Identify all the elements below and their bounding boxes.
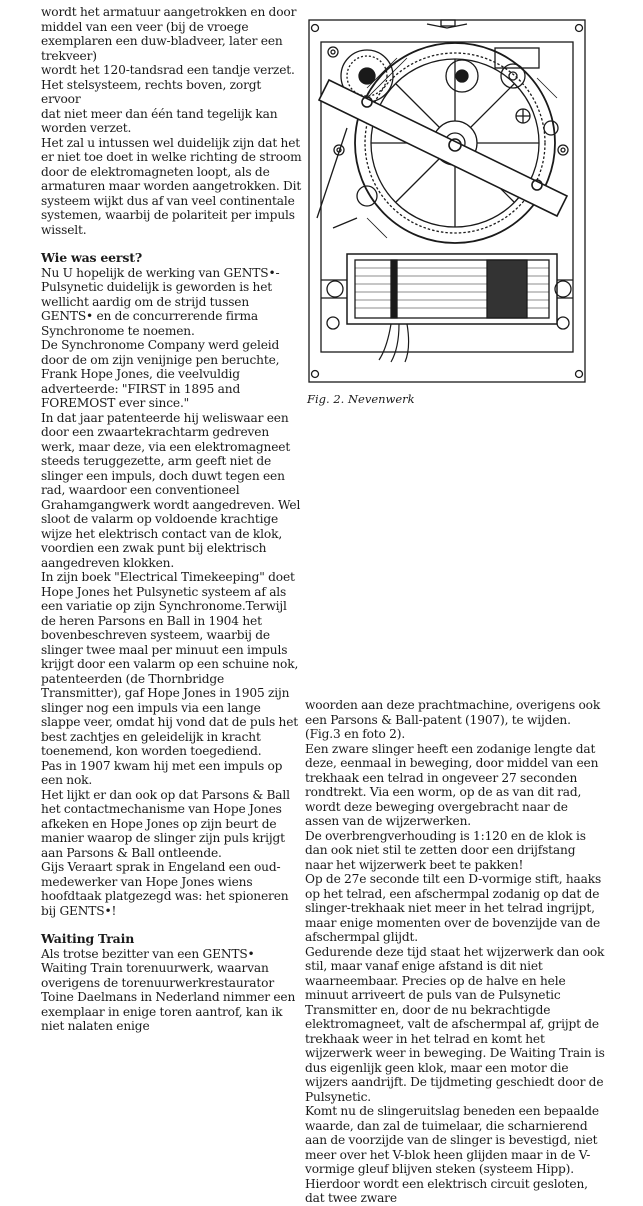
electromagnet-coil xyxy=(321,254,573,324)
intro-paragraph-line-5: dat niet meer dan één tand tegelijk kan worden verzet. xyxy=(41,106,278,135)
right-paragraph: Gedurende deze tijd staat het wijzerwerk dan ook stil, maar vanaf enige afstand is dit niet waarneembaar. Precies op de halve en hele minuut arriveert de puls van de Pulsynetic Transmitter en, door de nu bekrachtigde elektromagneet, valt de afschermpal af, grijpt de trekhaak weer in het telrad en komt het wijzerwerk weer in beweging. De Waiting Train is dus eigenlijk geen klok, maar een motor die wijzers aandrijft. De tijdmeting geschiedt door de Pulsynetic. xyxy=(305,944,605,1104)
section-2-paragraph: Als trotse bezitter van een GENTS• Waiting Train torenuurwerk, waarvan overigens de torenuurwerkrestaurator Toine Daelmans in Nederland nimmer een exemplaar in enige toren aantrof, kan ik niet nalaten enige xyxy=(41,946,296,1033)
left-column xyxy=(41,5,303,1034)
intro-paragraph-line-2: middel van een veer (bij de vroege exemplaren een duw-bladveer, later een trekveer) xyxy=(41,19,283,63)
right-paragraph: De overbrengverhouding is 1:120 en de klok is dan ook niet stil te zetten door een drijfstang naar het wijzerwerk beet te pakken! xyxy=(305,828,586,872)
right-paragraph: woorden aan deze prachtmachine, overigens ook een Parsons & Ball-patent (1907), te wijden. (Fig.3 en foto 2). xyxy=(305,698,601,741)
section-1-paragraph: In zijn boek "Electrical Timekeeping" doet Hope Jones het Pulsynetic systeem af als een variatie op zijn Synchronome.Terwijl de heren Parsons en Ball in 1904 het bovenbeschreven systeem, waarbij de slinger twee maal per minuut een impuls krijgt door een valarm op een schuine nok, patenteerden (de Thornbridge Transmitter), gaf Hope Jones in 1905 zijn slinger nog een impuls via een lange slappe veer, omdat hij vond dat de puls het best zachtjes en geleidelijk in kracht toenemend, kon worden toegediend. xyxy=(41,570,299,758)
right-paragraph: Op de 27e seconde tilt een D-vormige stift, haaks op het telrad, een afschermpal zodanig op dat de slinger-trekhaak niet meer in het telrad ingrijpt, maar enige momenten over de bovenzijde van de afschermpal glijdt. xyxy=(305,872,602,944)
clockwork-drawing xyxy=(307,18,589,386)
diagonal-lever xyxy=(319,80,567,216)
section-1-paragraph: In dat jaar patenteerde hij weliswaar een door een zwaartekrachtarm gedreven werk, maar deze, via een elektromagneet steeds teruggezette, arm geeft niet de slinger een impuls, doch duwt tegen een rad, waardoor een conventioneel Grahamgangwerk wordt aangedreven. Wel sloot de valarm op voldoende krachtige wijze het elektrisch contact van de klok, voordien een zwak punt bij elektrisch aangedreven klokken. xyxy=(41,410,301,570)
intro-paragraph-line-3: wordt het 120-tandsrad een tandje verzet. xyxy=(41,63,295,77)
section-1-paragraph: Pas in 1907 kwam hij met een impuls op een nok. xyxy=(41,758,283,787)
section-1-paragraph: Gijs Veraart sprak in Engeland een oud-medewerker van Hope Jones wiens hoofdtaak platgezegd was: het spioneren bij GENTS•! xyxy=(41,860,289,918)
section-1-paragraph: Nu U hopelijk de werking van GENTS•-Pulsynetic duidelijk is geworden is het wellicht aardig om de strijd tussen GENTS• en de concurrerende firma Synchronome te noemen. xyxy=(41,265,280,338)
right-column xyxy=(305,698,605,1206)
intro-paragraph-line-4: Het stelsysteem, rechts boven, zorgt ervoor xyxy=(41,77,262,106)
section-heading-wie-was-eerst: Wie was eerst? xyxy=(41,250,143,265)
right-paragraph: Komt nu de slingeruitslag beneden een bepaalde waarde, dan zal de tuimelaar, die scharnierend aan de voorzijde van de slinger is bevestigd, niet meer over het V-blok heen glijden maar in de V-vormige gleuf blijven steken (systeem Hipp). Hierdoor wordt een elektrisch circuit gesloten, dat twee zware xyxy=(305,1104,599,1205)
right-paragraph: Een zware slinger heeft een zodanige lengte dat deze, eenmaal in beweging, door middel van een trekhaak een telrad in ongeveer 27 seconden rondtrekt. Via een worm, op de as van dit rad, wordt deze beweging overgebracht naar de assen van de wijzerwerken. xyxy=(305,741,599,828)
section-1-paragraph: Het lijkt er dan ook op dat Parsons & Ball het contactmechanisme van Hope Jones afkeken en Hope Jones op zijn beurt de manier waarop de slinger zijn puls krijgt aan Parsons & Ball ontleende. xyxy=(41,787,290,860)
intro-paragraph-line-6: Het zal u intussen wel duidelijk zijn dat het er niet toe doet in welke richting de stroom door de elektromagneten loopt, als de armaturen maar worden aangetrokken. Dit systeem wijkt dus af van veel continentale systemen, waarbij de polariteit per impuls wisselt. xyxy=(41,135,302,237)
figure-caption: Fig. 2. Nevenwerk xyxy=(307,392,415,406)
section-1-paragraph: De Synchronome Company werd geleid door de om zijn venijnige pen beruchte, Frank Hope Jones, die veelvuldig adverteerde: "FIRST in 1895 and FOREMOST ever since." xyxy=(41,338,280,410)
section-heading-waiting-train: Waiting Train xyxy=(41,931,135,946)
clockwork-illustration xyxy=(307,18,589,386)
intro-paragraph-line-1: wordt het armatuur aangetrokken en door xyxy=(41,5,297,19)
